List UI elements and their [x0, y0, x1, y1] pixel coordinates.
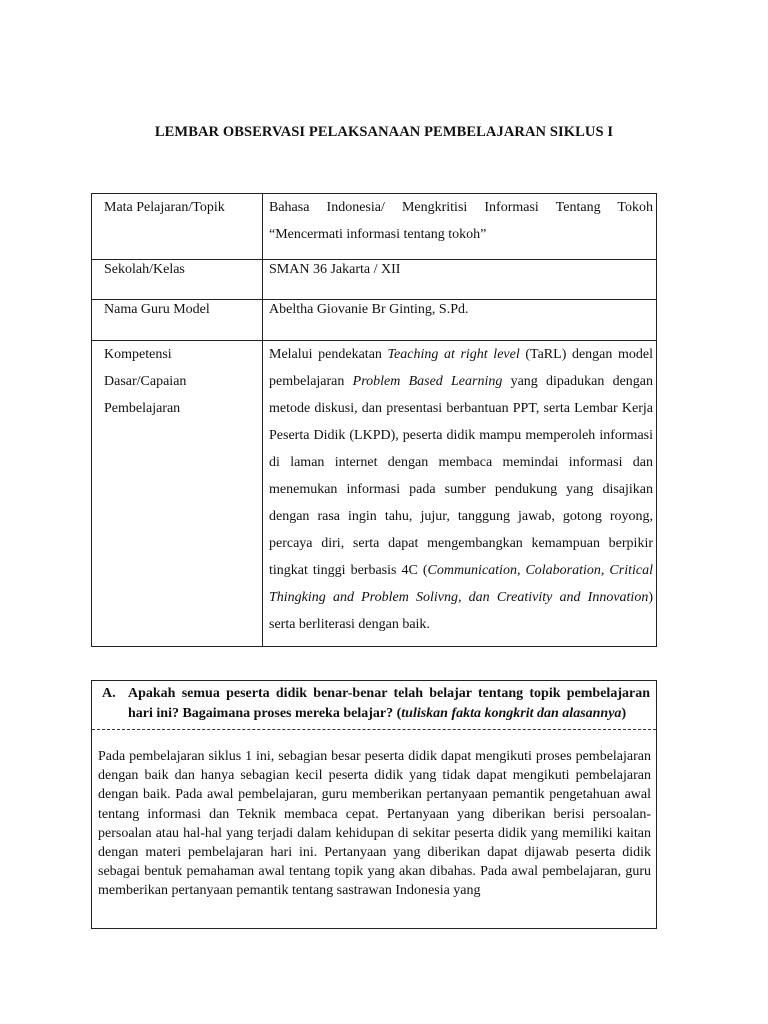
- observation-section-a: [91, 680, 657, 929]
- row-label-competency: [92, 341, 263, 647]
- table-row: [92, 194, 657, 260]
- competency-model: Problem Based Learning: [352, 374, 503, 389]
- competency-label-line: Pembelajaran: [104, 401, 181, 416]
- competency-label-line: Dasar/Capaian: [104, 374, 187, 389]
- table-row: [92, 260, 657, 300]
- competency-text: Melalui pendekatan: [269, 347, 388, 362]
- answer-text: Pada pembelajaran siklus 1 ini, sebagian besar peserta didik dapat mengikuti proses pembelajaran dengan baik dan hanya sebagian kecil peserta didik yang tidak dapat mengikuti pembelajaran dengan baik. Pada awal pembelajaran, guru memberikan pertanyaan pemantik pengetahuan awal tentang informasi dan Teknik membaca cepat. Pertanyaan yang diberikan berisi persoalan-persoalan atau hal-hal yang terjadi dalam kehidupan di sekitar peserta didik yang memiliki kaitan dengan materi pembelajaran hari ini. Pertanyaan yang diberikan dapat dijawab peserta didik sebagai bentuk pemahaman awal tentang topik yang akan dibahas. Pada awal pembelajaran, guru memberikan pertanyaan pemantik tentang sastrawan Indonesia yang: [98, 749, 651, 899]
- row-value-school: SMAN 36 Jakarta / XII: [263, 260, 657, 300]
- question-row: [92, 681, 656, 724]
- competency-text: (TaRL) dengan model pembelajaran: [269, 347, 653, 389]
- row-label-teacher: Nama Guru Model: [92, 300, 263, 341]
- row-label-school: Sekolah/Kelas: [92, 260, 263, 300]
- row-value-teacher: Abeltha Giovanie Br Ginting, S.Pd.: [263, 300, 657, 341]
- row-value-competency: [263, 341, 657, 647]
- question-instruction: tuliskan fakta kongkrit dan alasannya: [401, 706, 622, 721]
- question-main: Apakah semua peserta didik benar-benar telah belajar tentang topik pembelajaran hari ini? Bagaimana proses mereka belajar? (: [128, 686, 650, 721]
- question-text: [128, 684, 650, 724]
- table-row: [92, 341, 657, 647]
- row-value-subject: Bahasa Indonesia/ Mengkritisi Informasi Tentang Tokoh “Mencermati informasi tentang tokoh”: [263, 194, 657, 260]
- lesson-info-table: [91, 193, 657, 647]
- competency-text: ) serta berliterasi dengan baik.: [269, 590, 653, 632]
- question-close: ): [621, 706, 627, 721]
- page-title: LEMBAR OBSERVASI PELAKSANAAN PEMBELAJARAN SIKLUS I: [154, 124, 614, 140]
- competency-label-line: Kompetensi: [104, 347, 172, 362]
- competency-approach: Teaching at right level: [387, 347, 520, 362]
- competency-text: yang dipadukan dengan metode diskusi, dan presentasi berbantuan PPT, serta Lembar Kerja Peserta Didik (LKPD), peserta didik mampu memperoleh informasi di laman internet dengan membaca memindai informasi dan menemukan informasi pada sumber pendukung yang disajikan dengan rasa ingin tahu, jujur, tanggung jawab, gotong royong, percaya diri, serta dapat mengembangkan kemampuan berpikir tingkat tinggi berbasis 4C (: [269, 374, 654, 578]
- competency-4c: Communication, Colaboration, Critical Thingking and Problem Solivng, dan Creativity and Innovation: [269, 563, 653, 605]
- row-label-subject: Mata Pelajaran/Topik: [92, 194, 263, 260]
- table-row: [92, 300, 657, 341]
- question-number: A.: [102, 686, 116, 701]
